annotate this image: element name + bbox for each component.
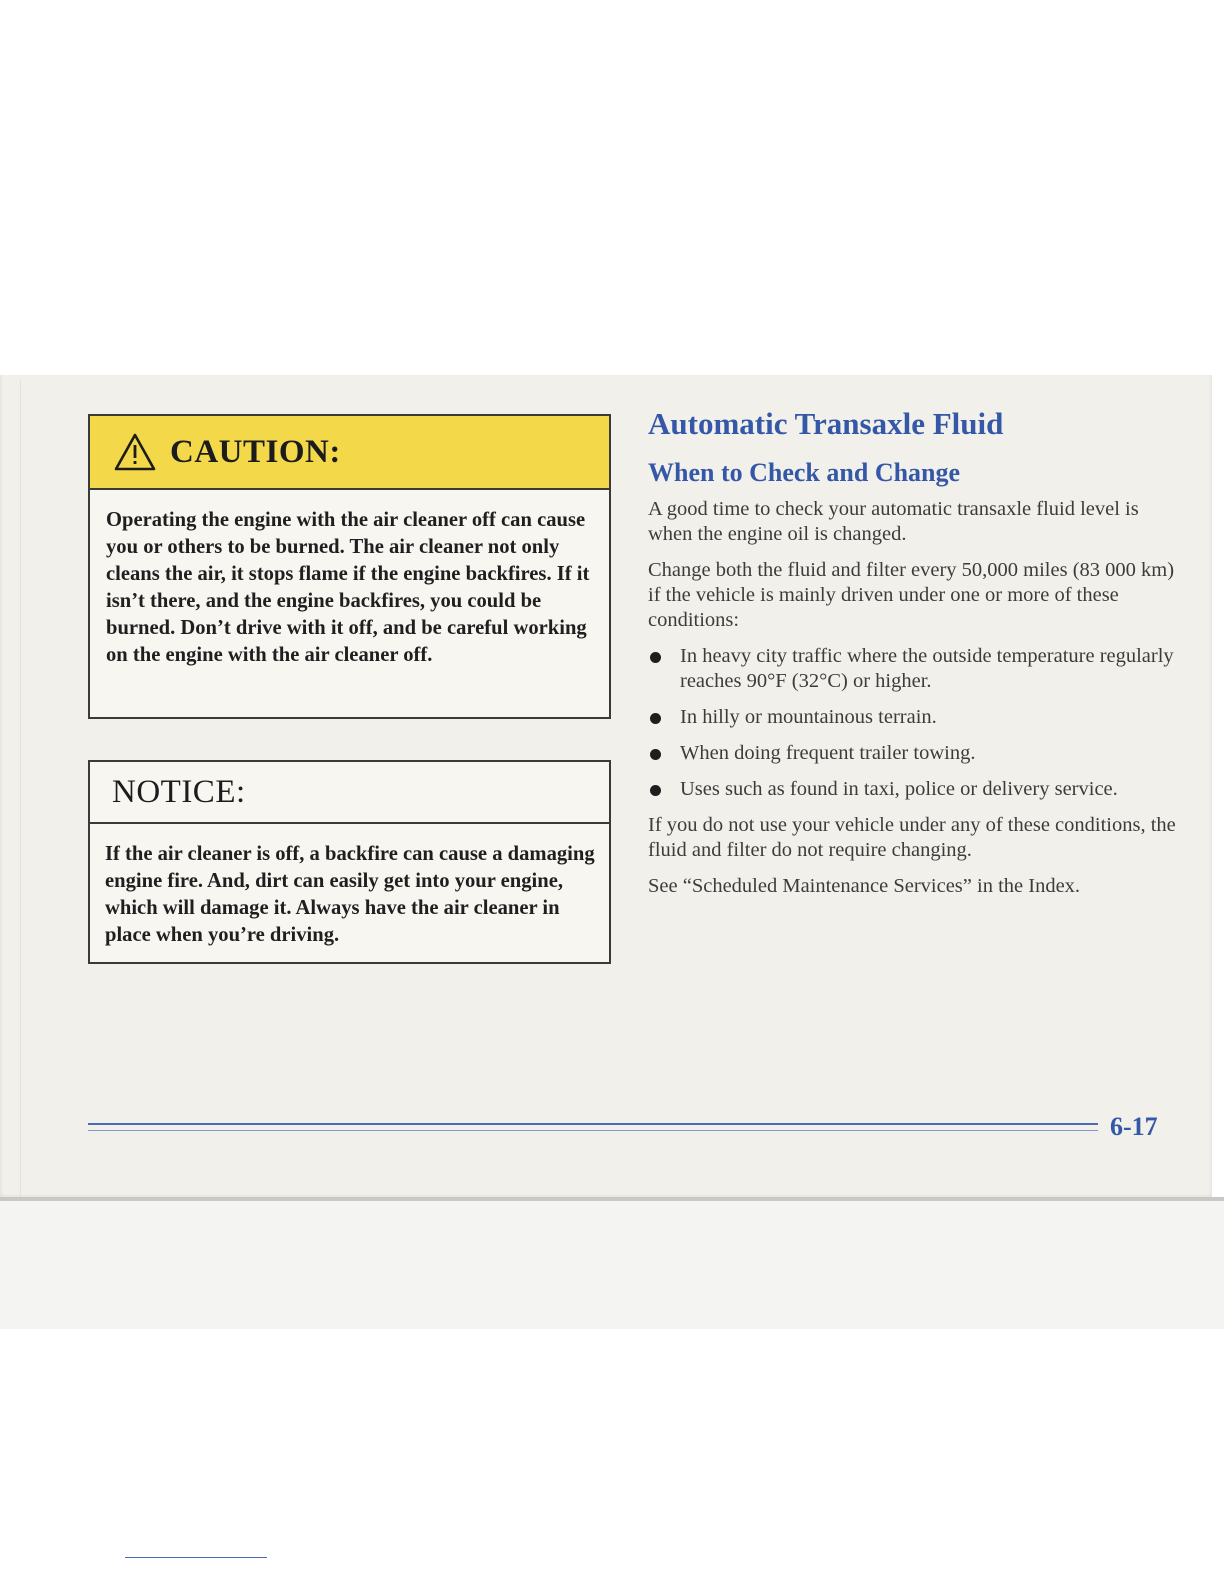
- notice-text: If the air cleaner is off, a backfire can cause a damaging engine fire. And, dirt can easily get into your engine, which will damage it. Always have the air cleaner in place when you’re driving.: [105, 843, 595, 946]
- decorative-line: [125, 1557, 267, 1558]
- notice-box: [88, 760, 611, 964]
- list-item: [648, 741, 1178, 766]
- page-number: 6-17: [1110, 1112, 1158, 1141]
- caution-text: Operating the engine with the air cleaner off can cause you or others to be burned. The air cleaner not only cleans the air, it stops flame if the engine backfires. If it isn’t there, and the engine backfires, you could be burned. Don’t drive with it off, and be careful working on the engine with the air cleaner off.: [106, 509, 590, 666]
- notice-title: NOTICE:: [112, 773, 246, 810]
- notice-header: [90, 762, 609, 824]
- bullet-icon: [650, 785, 661, 796]
- caution-box: [88, 414, 611, 719]
- fluid-section: [648, 405, 1178, 910]
- bullet-icon: [650, 713, 661, 724]
- list-item-text: When doing frequent trailer towing.: [680, 742, 976, 764]
- scan-background: [0, 1201, 1224, 1329]
- list-item-text: Uses such as found in taxi, police or delivery service.: [680, 778, 1118, 800]
- page-edge-line: [20, 380, 21, 1200]
- list-item: [648, 777, 1178, 802]
- list-item-text: In hilly or mountainous terrain.: [680, 706, 937, 728]
- section-title: Automatic Transaxle Fluid: [648, 406, 1004, 441]
- paragraph-see-index: See “Scheduled Maintenance Services” in the Index.: [648, 875, 1081, 897]
- paragraph-check-time: A good time to check your automatic transaxle fluid level is when the engine oil is changed.: [648, 498, 1139, 545]
- caution-title: CAUTION:: [170, 433, 341, 470]
- caution-header: [90, 416, 609, 490]
- list-item-text: In heavy city traffic where the outside temperature regularly reaches 90°F (32°C) or higher.: [680, 645, 1174, 692]
- list-item: [648, 644, 1178, 694]
- footer-rule: [88, 1123, 1098, 1125]
- footer-rule-thin: [88, 1130, 1098, 1131]
- conditions-list: [648, 644, 1178, 802]
- bullet-icon: [650, 652, 661, 663]
- paragraph-no-change: If you do not use your vehicle under any of these conditions, the fluid and filter do not require changing.: [648, 814, 1176, 861]
- paragraph-change-interval: Change both the fluid and filter every 50,000 miles (83 000 km) if the vehicle is mainly driven under one or more of these conditions:: [648, 559, 1175, 631]
- list-item: [648, 705, 1178, 730]
- bullet-icon: [650, 749, 661, 760]
- warning-triangle-icon: [114, 433, 156, 471]
- section-subtitle: When to Check and Change: [648, 458, 961, 487]
